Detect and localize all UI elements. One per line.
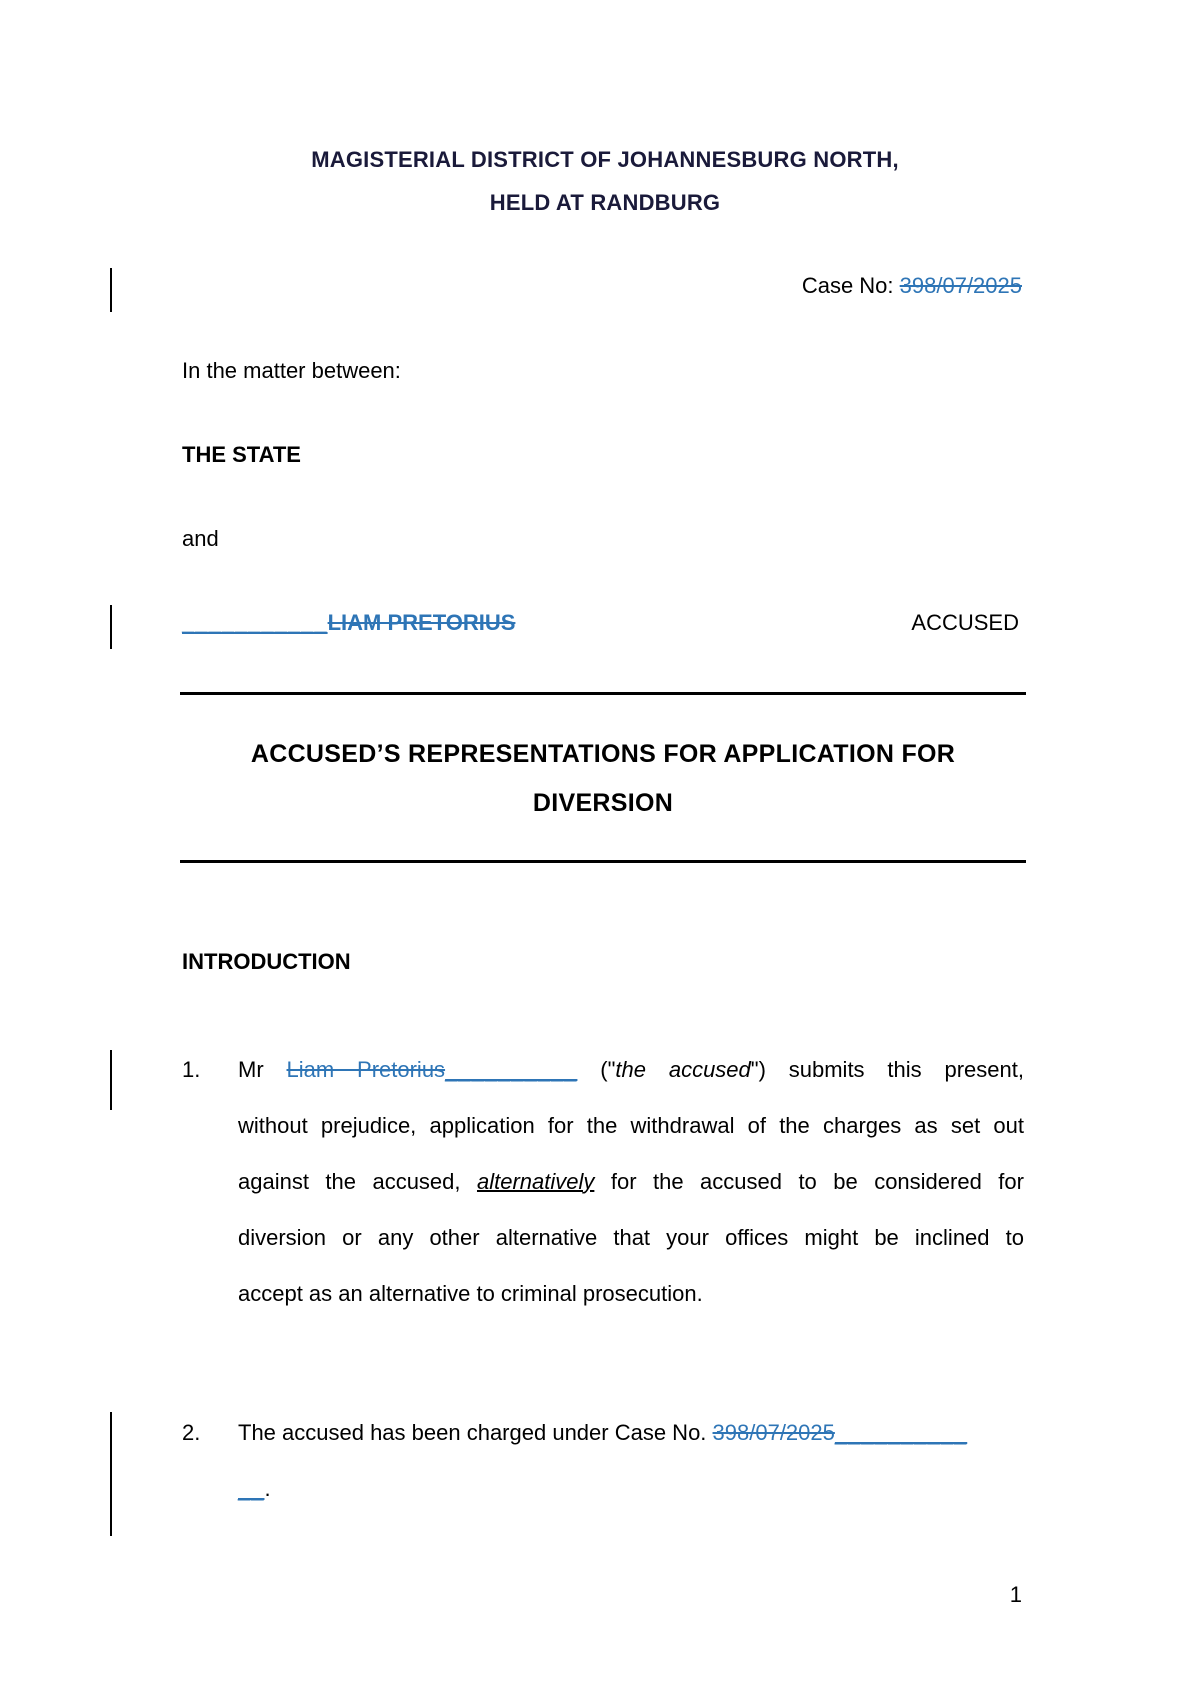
and-text: and bbox=[182, 526, 219, 551]
title-bottom-rule bbox=[180, 860, 1026, 863]
the-accused-definition bbox=[600, 1057, 1024, 1082]
accused-name-deleted: LIAM PRETORIUS bbox=[327, 610, 516, 635]
paragraph-2-period: . bbox=[264, 1476, 271, 1501]
paragraph-1-line-4: diversion or any other alternative that your offices might be inclined to bbox=[238, 1225, 1024, 1250]
case-number-deleted: 398/07/2025 bbox=[899, 273, 1022, 298]
case-number-line bbox=[802, 273, 1022, 299]
page-number: 1 bbox=[1009, 1582, 1022, 1607]
paragraph-1-line-5: accept as an alternative to criminal prosecution. bbox=[238, 1281, 703, 1306]
case-number-inserted-blank: __________ bbox=[834, 1420, 968, 1445]
line3-start: against the accused, bbox=[238, 1169, 461, 1194]
quote-open: (" bbox=[600, 1057, 616, 1082]
revision-change-bar bbox=[110, 268, 112, 312]
mr-text: Mr bbox=[238, 1057, 264, 1082]
accused-name-deleted: Liam Pretorius bbox=[286, 1057, 446, 1082]
accused-name-inserted-blank: __________ bbox=[445, 1057, 578, 1082]
paragraph-number: 2. bbox=[182, 1420, 201, 1445]
line3-end: for the accused to be considered for bbox=[610, 1169, 1024, 1194]
revision-change-bar bbox=[110, 605, 112, 649]
court-held-at-heading: HELD AT RANDBURG bbox=[489, 190, 721, 215]
paragraph-2-line-1 bbox=[238, 1420, 1024, 1446]
accused-name-line bbox=[182, 610, 515, 636]
the-accused-italic: the accused bbox=[615, 1057, 751, 1082]
accused-name-change bbox=[287, 1057, 578, 1082]
case-number-label: Case No: bbox=[801, 273, 900, 298]
paragraph-1-line-2: without prejudice, application for the withdrawal of the charges as set out bbox=[238, 1113, 1024, 1138]
revision-change-bar bbox=[110, 1412, 112, 1536]
document-title-line2: DIVERSION bbox=[532, 789, 674, 817]
paragraph-2-line-2 bbox=[238, 1476, 1024, 1502]
paragraph-2-text: The accused has been charged under Case No. bbox=[238, 1420, 713, 1445]
court-district-heading: MAGISTERIAL DISTRICT OF JOHANNESBURG NORTH, bbox=[311, 147, 899, 172]
quote-close-text: ") submits this present, bbox=[750, 1057, 1024, 1082]
plaintiff-name: THE STATE bbox=[182, 442, 301, 467]
accused-role-label: ACCUSED bbox=[911, 610, 1019, 635]
case-number-deleted: 398/07/2025 bbox=[712, 1420, 835, 1445]
paragraph-1-line-1 bbox=[238, 1057, 1024, 1083]
document-title-line1: ACCUSED’S REPRESENTATIONS FOR APPLICATION FOR bbox=[250, 740, 956, 768]
accused-inserted-blank: ___________ bbox=[182, 610, 328, 635]
title-top-rule bbox=[180, 692, 1026, 695]
section-heading-introduction: INTRODUCTION bbox=[182, 949, 351, 974]
revision-change-bar bbox=[110, 1050, 112, 1110]
alternatively-emphasis: alternatively bbox=[476, 1169, 595, 1194]
matter-between-text: In the matter between: bbox=[182, 358, 401, 383]
paragraph-1-line-3 bbox=[238, 1169, 1024, 1195]
case-number-inserted-blank-continued: __ bbox=[238, 1476, 265, 1501]
paragraph-number: 1. bbox=[182, 1057, 201, 1082]
